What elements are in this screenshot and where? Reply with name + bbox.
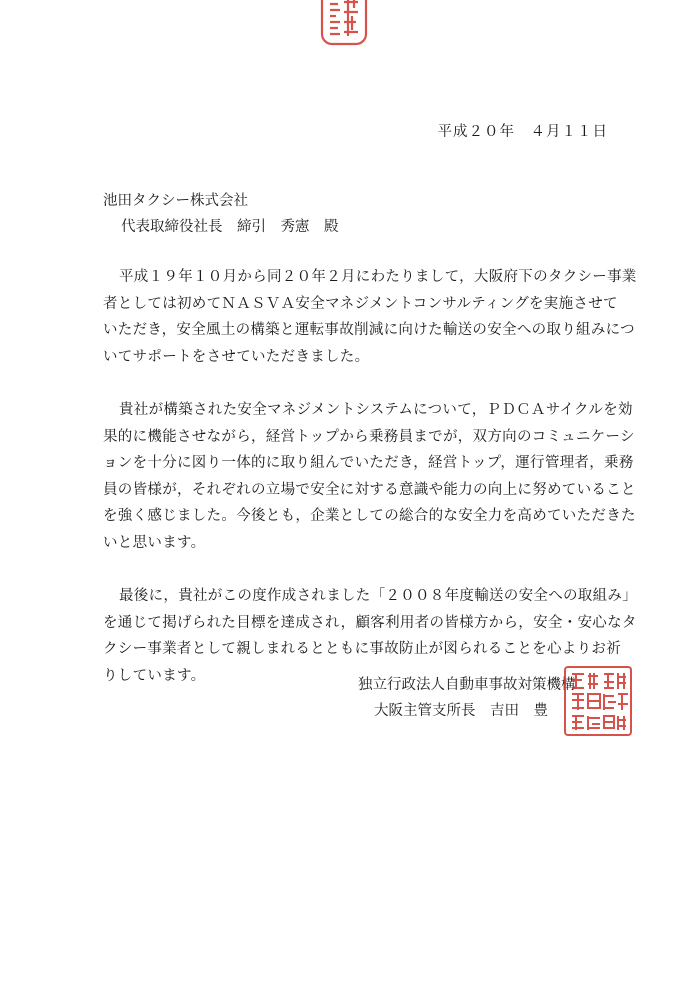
body-line: 果的に機能させながら，経営トップから乗務員までが，双方向のコミュニケーシ xyxy=(103,428,635,445)
body-line: いただき，安全風土の構築と運転事故削減に向けた輸送の安全への取り組みにつ xyxy=(103,322,635,338)
body-line: いと思います。 xyxy=(103,534,206,551)
paragraph-1 xyxy=(103,264,637,370)
top-seal-stamp xyxy=(318,0,370,50)
signature-title-name: 大阪主管支所長 吉田 豊 xyxy=(374,703,548,719)
paragraph-2 xyxy=(103,397,636,556)
addressee-representative: 代表取締役社長 締引 秀憲 殿 xyxy=(121,219,339,235)
body-line: 平成１９年１０月から同２０年２月にわたりまして，大阪府下のタクシー事業 xyxy=(119,269,637,285)
official-seal-stamp xyxy=(562,664,634,738)
body-line: 最後に，貴社がこの度作成されました「２００８年度輸送の安全への取組み」 xyxy=(119,588,637,604)
signature-organization: 独立行政法人自動車事故対策機構 xyxy=(358,677,576,693)
body-line: 貴社が構築された安全マネジメントシステムについて，ＰＤＣＡサイクルを効 xyxy=(119,402,633,418)
body-line: を通じて掲げられた目標を達成され，顧客利用者の皆様方から，安全・安心なタ xyxy=(103,614,637,631)
body-line: 者としては初めてＮＡＳＶＡ安全マネジメントコンサルティングを実施させて xyxy=(103,295,618,312)
body-line: を強く感じました。今後とも，企業としての総合的な安全力を高めていただきた xyxy=(103,508,636,524)
body-line: 員の皆様が，それぞれの立場で安全に対する意識や能力の向上に努めていること xyxy=(103,481,636,498)
addressee-company: 池田タクシー株式会社 xyxy=(103,193,248,209)
letter-date: 平成２０年 ４月１１日 xyxy=(437,124,608,140)
body-line: りしています。 xyxy=(103,667,206,684)
addressee-block xyxy=(103,188,339,240)
letter-body xyxy=(103,264,637,716)
body-line: いてサポートをさせていただきました。 xyxy=(103,348,370,365)
body-line: ョンを十分に図り一体的に取り組んでいただき，経営トップ，運行管理者，乗務 xyxy=(103,455,634,471)
signature-block xyxy=(358,672,576,724)
body-line: クシー事業者として親しまれるとともに事故防止が図られることを心よりお祈 xyxy=(103,641,621,657)
